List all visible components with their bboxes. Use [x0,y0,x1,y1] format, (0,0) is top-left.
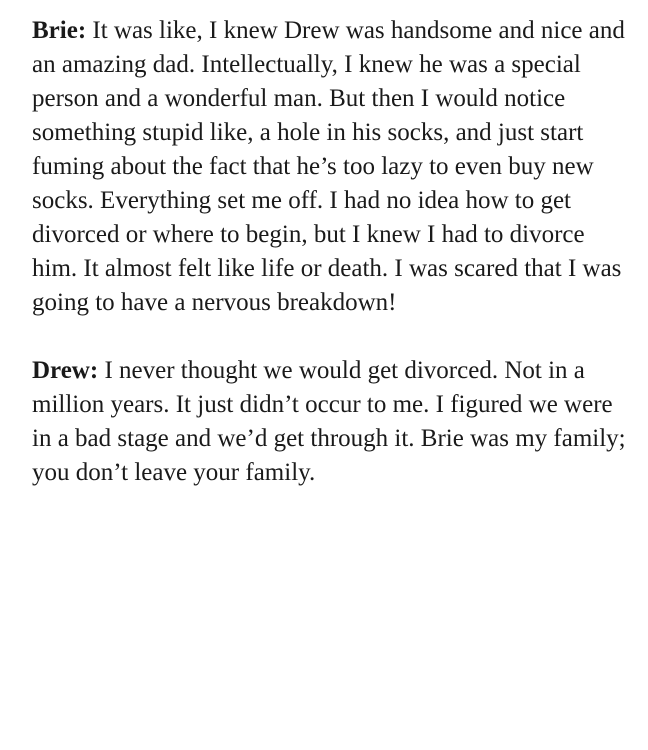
paragraph-text-drew: I never thought we would get divorced. Not in a million years. It just didn’t occur to me. I figured we were in a bad stage and we’d get through it. Brie was my family; you don’t leave your family. [32,357,626,486]
paragraph-drew [32,354,628,490]
speaker-name-brie: Brie: [32,17,87,44]
article-body [32,14,628,490]
paragraph-text-brie: It was like, I knew Drew was handsome and nice and an amazing dad. Intellectually, I knew he was a special person and a wonderful man. But then I would notice something stupid like, a hole in his socks, and just start fuming about the fact that he’s too lazy to even buy new socks. Everything set me off. I had no idea how to get divorced or where to begin, but I knew I had to divorce him. It almost felt like life or death. I was scared that I was going to have a nervous breakdown! [32,17,625,316]
speaker-name-drew: Drew: [32,357,99,384]
paragraph-brie [32,14,628,320]
